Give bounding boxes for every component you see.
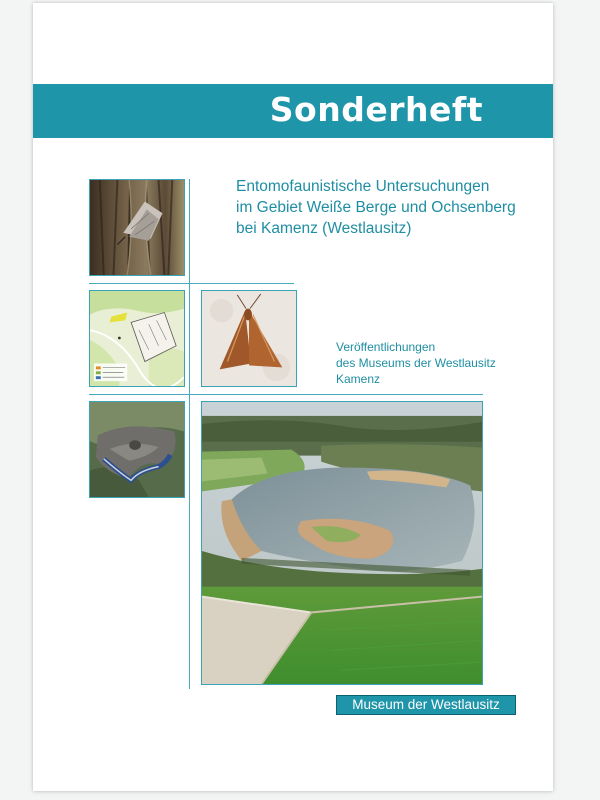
title-line: Entomofaunistische Untersuchungen <box>236 178 490 195</box>
banner <box>33 84 553 138</box>
moth-on-bark-photo <box>89 179 185 276</box>
series-line: des Museums der Westlausitz <box>336 356 496 370</box>
publication-series <box>336 339 536 387</box>
series-line: Kamenz <box>336 372 381 386</box>
area-map <box>89 290 185 387</box>
cover-page <box>33 3 553 791</box>
publisher-label: Museum der Westlausitz <box>352 697 500 712</box>
grid-line-horizontal <box>89 283 294 284</box>
grid-line-horizontal <box>89 394 483 395</box>
publisher-box <box>336 695 516 715</box>
grey-blue-moth-photo <box>89 401 185 498</box>
series-line: Veröffentlichungen <box>336 340 436 354</box>
brown-moth-photo <box>201 290 297 387</box>
banner-title: Sonderheft <box>269 90 483 129</box>
aerial-lake-photo <box>201 401 483 685</box>
publication-title <box>236 176 546 239</box>
title-line: im Gebiet Weiße Berge und Ochsenberg <box>236 199 516 216</box>
title-line: bei Kamenz (Westlausitz) <box>236 220 412 237</box>
grid-line-vertical <box>189 179 190 689</box>
